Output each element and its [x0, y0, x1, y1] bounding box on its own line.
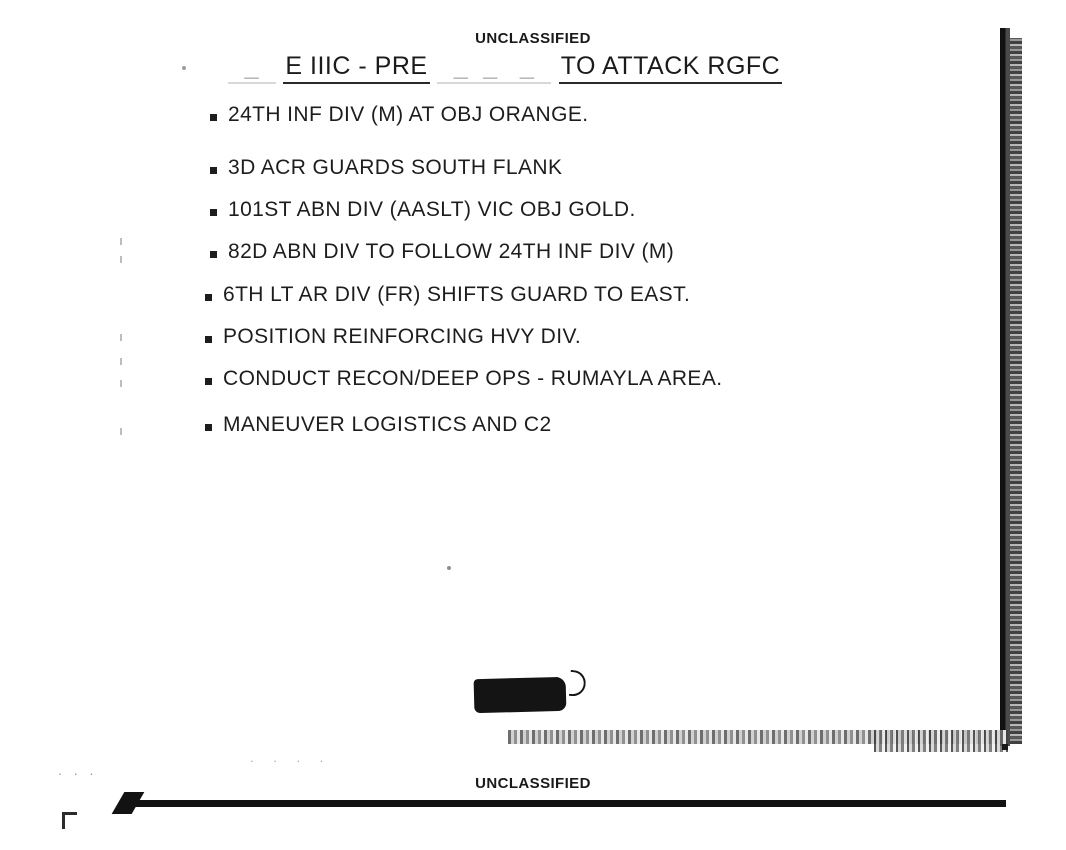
scan-speck: [120, 428, 122, 435]
page-edge-right-noise: [1010, 38, 1022, 744]
list-item-label: MANEUVER LOGISTICS AND C2: [223, 413, 552, 436]
list-item: [210, 198, 970, 222]
page-edge-inner-bottom-right: [874, 730, 1008, 752]
list-item: [205, 367, 970, 391]
scan-speck: [120, 334, 122, 341]
title-segment-left: E IIIC - PRE: [283, 52, 429, 84]
scan-dot: [182, 66, 186, 70]
list-item: [210, 240, 970, 264]
scan-stray-dash: . . .: [58, 762, 98, 778]
square-bullet-icon: [205, 290, 223, 303]
square-bullet-icon: [210, 247, 228, 260]
list-item-label: 3D ACR GUARDS SOUTH FLANK: [228, 156, 563, 179]
page-corner-mark: [62, 812, 77, 829]
square-bullet-icon: [205, 374, 223, 387]
square-bullet-icon: [205, 420, 223, 433]
bullet-list: [210, 103, 970, 437]
page-edge-corner: [1002, 744, 1008, 750]
list-item: [210, 103, 970, 127]
page-edge-right: [1000, 28, 1010, 746]
list-item-label: POSITION REINFORCING HVY DIV.: [223, 325, 582, 348]
scan-speck: [120, 238, 122, 245]
list-item-label: 24TH INF DIV (M) AT OBJ ORANGE.: [228, 103, 589, 126]
list-item: [210, 156, 970, 180]
list-item-label: CONDUCT RECON/DEEP OPS - RUMAYLA AREA.: [223, 367, 723, 390]
title-faint-prefix: _: [228, 52, 276, 84]
list-item-label: 101ST ABN DIV (AASLT) VIC OBJ GOLD.: [228, 198, 636, 221]
scan-speck: [120, 380, 122, 387]
classification-banner-top: UNCLASSIFIED: [475, 30, 591, 47]
list-item: [205, 325, 970, 349]
list-item-label: 6TH LT AR DIV (FR) SHIFTS GUARD TO EAST.: [223, 283, 691, 306]
scan-speck: [120, 256, 122, 263]
list-item: [205, 413, 970, 437]
classification-banner-bottom: UNCLASSIFIED: [475, 775, 591, 792]
square-bullet-icon: [210, 163, 228, 176]
scan-speck: [120, 358, 122, 365]
title-segment-right: TO ATTACK RGFC: [559, 52, 783, 84]
square-bullet-icon: [210, 205, 228, 218]
list-item-label: 82D ABN DIV TO FOLLOW 24TH INF DIV (M): [228, 240, 675, 263]
title-faint-middle: _ _ _: [437, 52, 551, 84]
square-bullet-icon: [205, 332, 223, 345]
slide-title: [0, 52, 1010, 84]
square-bullet-icon: [210, 110, 228, 123]
scan-dot: [447, 566, 451, 570]
scan-smudge-text: . . . .: [250, 750, 332, 762]
page-edge-bottom: [126, 800, 1006, 807]
redaction-mark: [474, 677, 567, 713]
list-item: [205, 283, 970, 307]
